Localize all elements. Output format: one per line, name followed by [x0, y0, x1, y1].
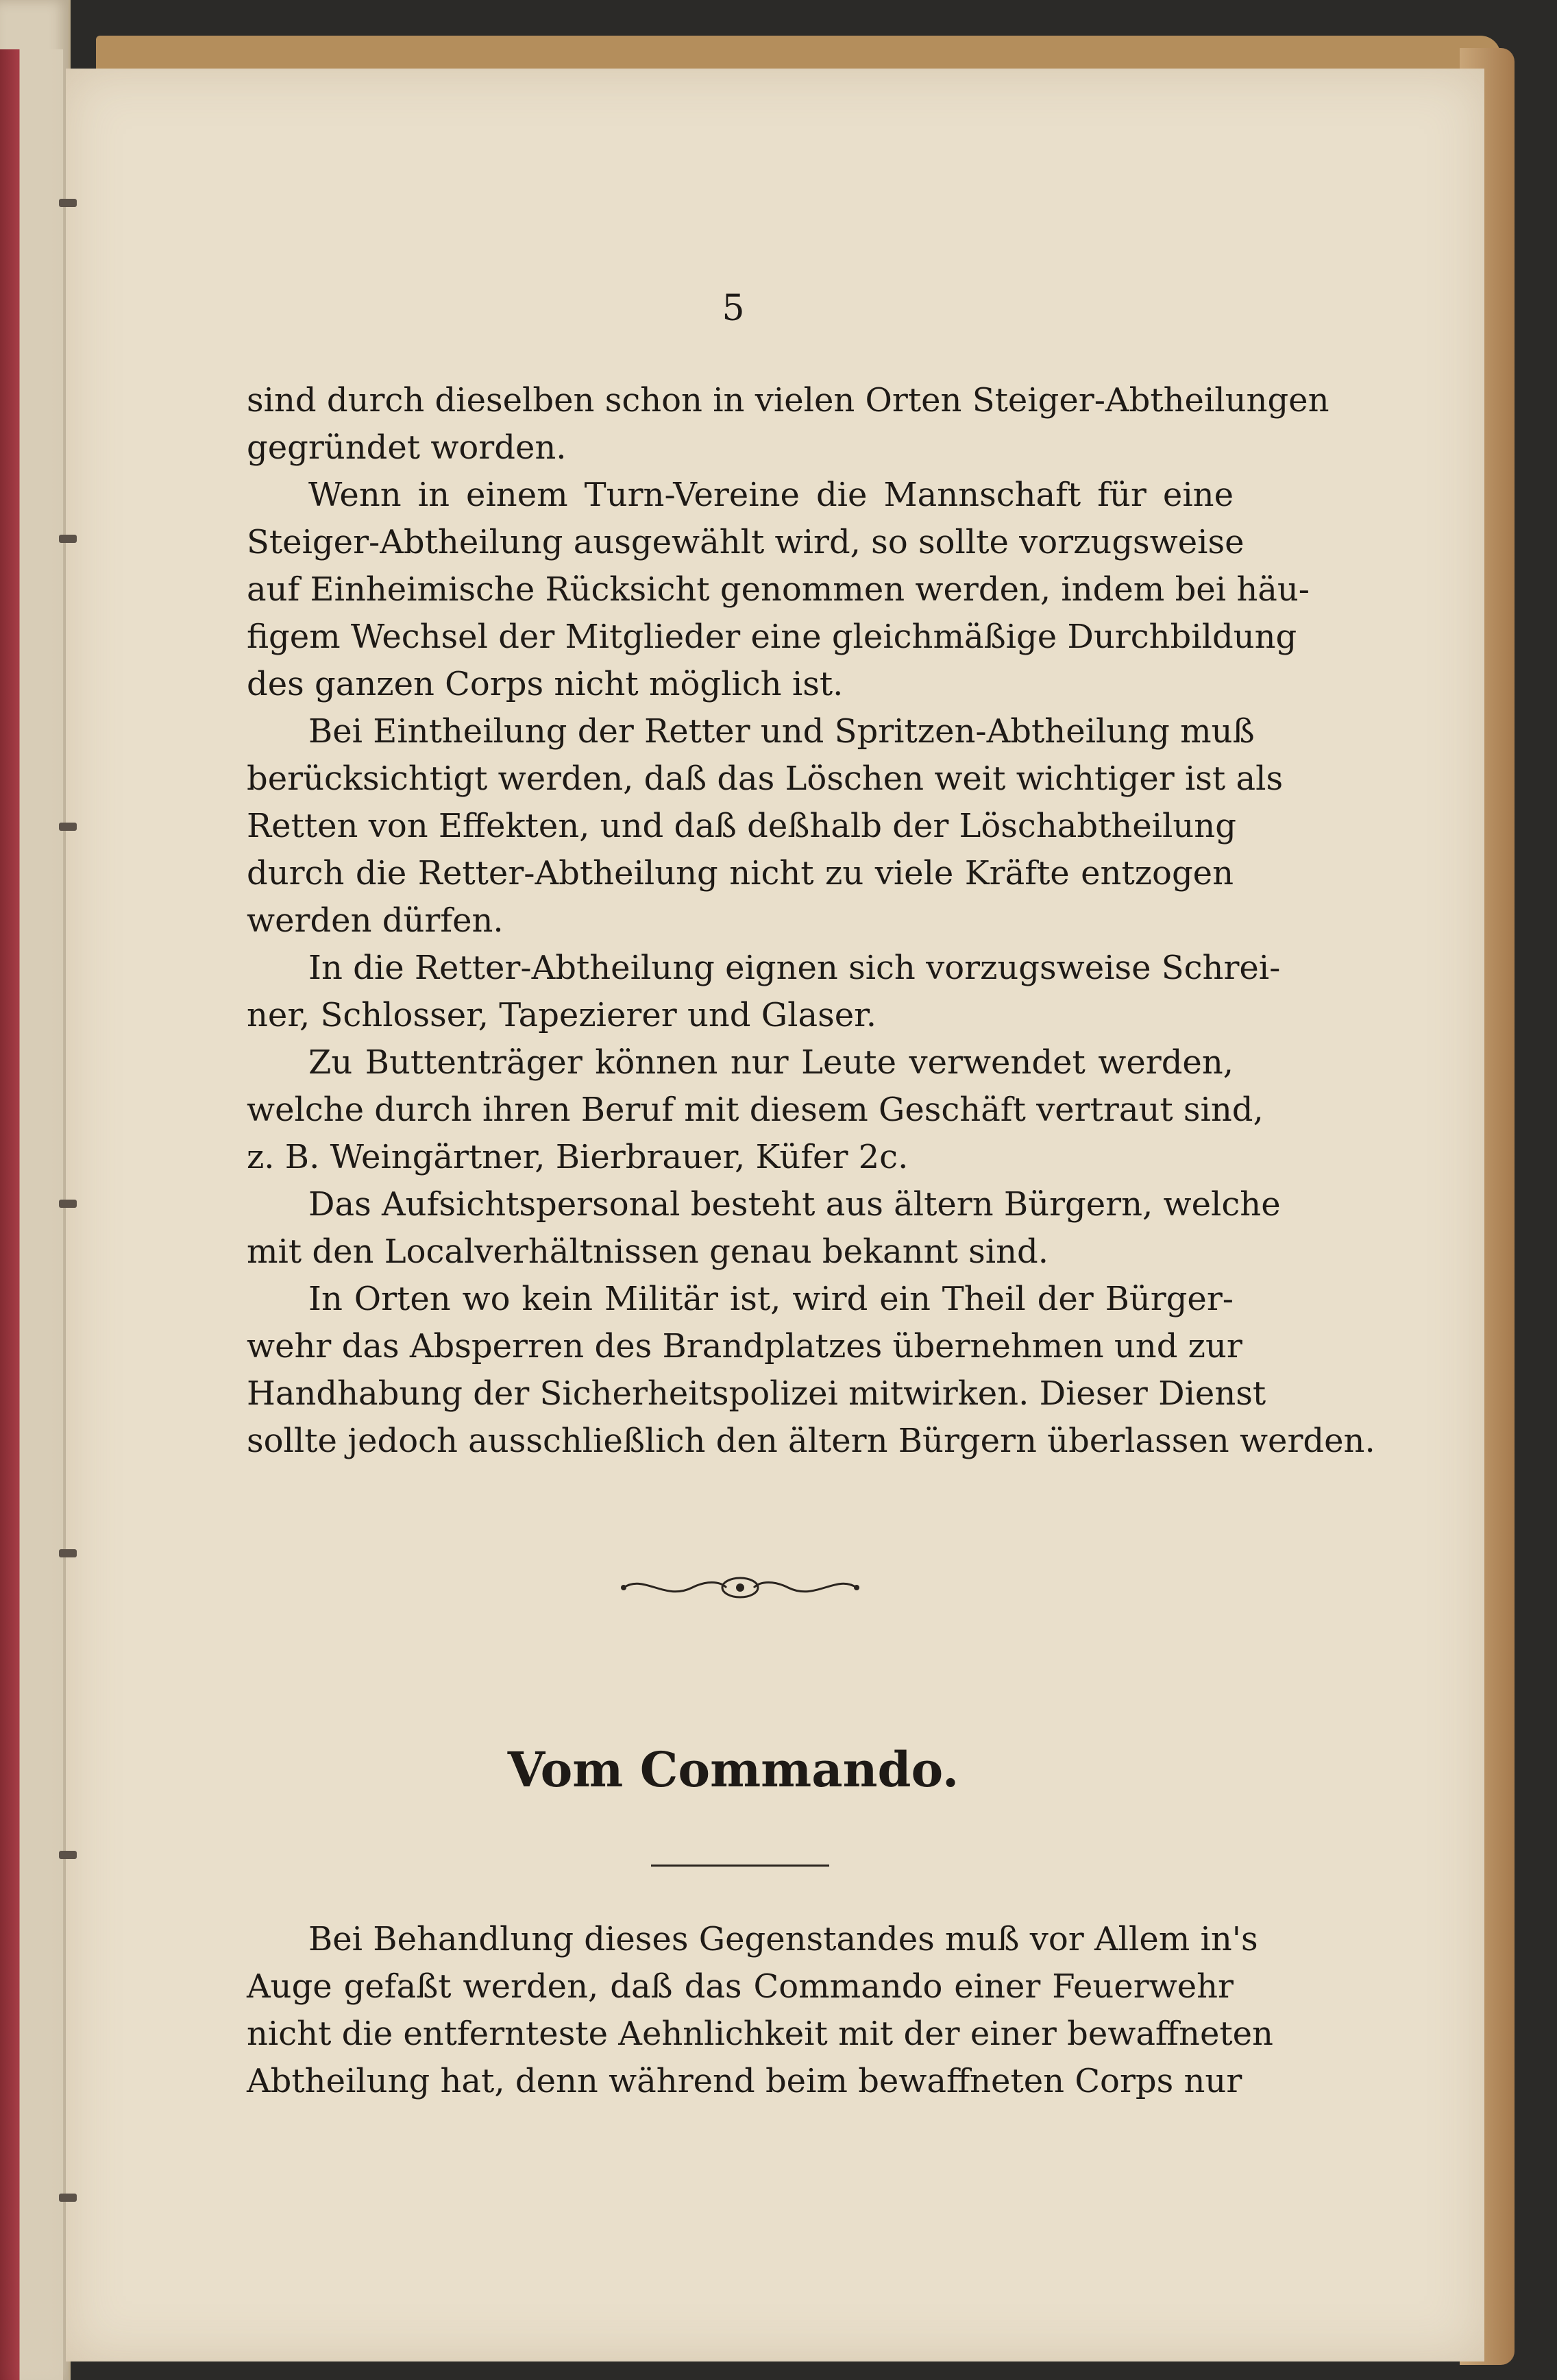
- text-line: werden dürfen.: [247, 901, 504, 940]
- binding-stitch: [59, 823, 77, 831]
- text-line: Handhabung der Sicherheitspolizei mitwirken. Dieser Dienst: [247, 1374, 1266, 1413]
- text-line: Auge gefaßt werden, daß das Commando einer Feuerwehr: [247, 1967, 1234, 2006]
- text-line: gegründet worden.: [247, 428, 567, 467]
- text-line: des ganzen Corps nicht möglich ist.: [247, 665, 844, 703]
- text-line: z. B. Weingärtner, Bierbrauer, Küfer 2c.: [247, 1138, 909, 1176]
- text-line: Zu Buttenträger können nur Leute verwendet werden,: [308, 1043, 1234, 1082]
- text-line: sollte jedoch ausschließlich den ältern Bürgern überlassen werden.: [247, 1422, 1375, 1460]
- text-line: berücksichtigt werden, daß das Löschen weit wichtiger ist als: [247, 760, 1284, 798]
- binding-stitch: [59, 535, 77, 543]
- binding-stitch: [59, 1549, 77, 1557]
- text-line: welche durch ihren Beruf mit diesem Geschäft vertraut sind,: [247, 1091, 1264, 1129]
- text-line: figem Wechsel der Mitglieder eine gleichmäßige Durchbildung: [247, 618, 1297, 656]
- text-line: Bei Behandlung dieses Gegenstandes muß vor Allem in's: [308, 1920, 1258, 1958]
- text-line: Das Aufsichtspersonal besteht aus ältern Bürgern, welche: [308, 1185, 1281, 1224]
- text-line: sind durch dieselben schon in vielen Orten Steiger-Abtheilungen: [247, 381, 1329, 420]
- text-line: Bei Eintheilung der Retter und Spritzen-Abtheilung muß: [308, 712, 1255, 751]
- binding-stitch: [59, 2194, 77, 2202]
- text-line: auf Einheimische Rücksicht genommen werden, indem bei häu-: [247, 570, 1310, 609]
- text-line: Retten von Effekten, und daß deßhalb der Löschabtheilung: [247, 807, 1236, 845]
- text-line: wehr das Absperren des Brandplatzes übernehmen und zur: [247, 1327, 1242, 1365]
- binding-stitch: [59, 1200, 77, 1208]
- heading-underline: [651, 1865, 829, 1867]
- text-line: In die Retter-Abtheilung eignen sich vorzugsweise Schrei-: [308, 949, 1281, 987]
- text-line: In Orten wo kein Militär ist, wird ein Theil der Bürger-: [308, 1280, 1234, 1318]
- text-line: ner, Schlosser, Tapezierer und Glaser.: [247, 996, 877, 1034]
- text-line: Steiger-Abtheilung ausgewählt wird, so sollte vorzugsweise: [247, 523, 1245, 561]
- page-number: 5: [722, 288, 745, 329]
- text-line: Abtheilung hat, denn während beim bewaffneten Corps nur: [247, 2062, 1242, 2100]
- body-text-top: [247, 377, 1375, 1465]
- text-line: mit den Localverhältnissen genau bekannt sind.: [247, 1232, 1049, 1271]
- binding-stitch: [59, 199, 77, 207]
- ornament-divider-icon: [617, 1567, 863, 1608]
- text-line: durch die Retter-Abtheilung nicht zu viele Kräfte entzogen: [247, 854, 1234, 892]
- text-line: nicht die entfernteste Aehnlichkeit mit der einer bewaffneten: [247, 2015, 1273, 2053]
- body-text-bottom: [247, 1916, 1273, 2105]
- book-spine: [0, 49, 63, 2380]
- section-heading: Vom Commando.: [507, 1741, 959, 1798]
- binding-stitch: [59, 1851, 77, 1859]
- text-line: Wenn in einem Turn-Vereine die Mannschaft für eine: [308, 476, 1234, 514]
